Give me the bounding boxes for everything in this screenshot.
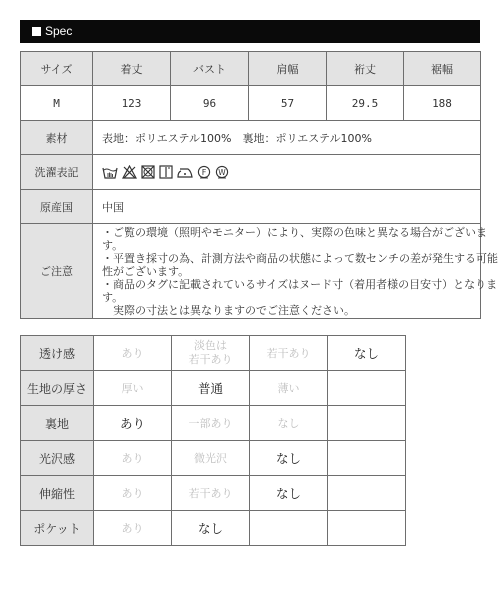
- size-value-cell: 123: [93, 86, 171, 121]
- origin-label: 原産国: [21, 190, 93, 224]
- notes-row: [21, 224, 481, 319]
- fabric-option: 淡色は 若干あり: [172, 336, 250, 371]
- size-header-cell: 裄丈: [327, 52, 404, 86]
- size-value-cell: 57: [249, 86, 327, 121]
- fabric-row-label: 裏地: [21, 406, 94, 441]
- size-header-cell: バスト: [171, 52, 249, 86]
- washing-row: [21, 155, 481, 190]
- fabric-row: [21, 371, 406, 406]
- fabric-option-selected: あり: [94, 406, 172, 441]
- fabric-option: 若干あり: [250, 336, 328, 371]
- fabric-option: あり: [94, 441, 172, 476]
- fabric-row-label: 伸縮性: [21, 476, 94, 511]
- fabric-option: あり: [94, 476, 172, 511]
- material-value: 表地：ポリエステル100% 裏地：ポリエステル100%: [93, 121, 481, 155]
- fabric-row: [21, 406, 406, 441]
- fabric-option: 一部あり: [172, 406, 250, 441]
- size-header-cell: 着丈: [93, 52, 171, 86]
- washing-icons-cell: [93, 155, 481, 190]
- square-icon: [32, 27, 41, 36]
- note-line: ・商品のタグに記載されているサイズはヌード寸（着用者様の目安寸）となりま: [102, 277, 498, 291]
- fabric-row-label: 生地の厚さ: [21, 371, 94, 406]
- spec-table: [20, 51, 498, 319]
- material-label: 素材: [21, 121, 93, 155]
- fabric-option-selected: なし: [172, 511, 250, 546]
- fabric-option: [328, 476, 406, 511]
- no-tumble-dry-icon: [141, 165, 155, 179]
- size-header-cell: 裾幅: [404, 52, 481, 86]
- low-iron-icon: [177, 165, 193, 179]
- note-line: ・平置き採寸の為、計測方法や商品の状態によって数センチの差が発生する可能: [102, 251, 498, 265]
- fabric-option: あり: [94, 511, 172, 546]
- note-line: す。: [102, 290, 124, 304]
- notes-text: [93, 224, 498, 319]
- fabric-option: [328, 371, 406, 406]
- line-dry-icon: [159, 165, 173, 179]
- size-value-cell: 29.5: [327, 86, 404, 121]
- hand-wash-icon: [102, 165, 118, 179]
- note-line: ・ご覧の環境（照明やモニター）により、実際の色味と異なる場合がございま: [102, 225, 487, 239]
- size-value-cell: M: [21, 86, 93, 121]
- material-row: [21, 121, 481, 155]
- fabric-option: あり: [94, 336, 172, 371]
- svg-text:W: W: [218, 168, 226, 177]
- size-value-row: [21, 86, 481, 121]
- origin-value: 中国: [93, 190, 481, 224]
- washing-label: 洗濯表記: [21, 155, 93, 190]
- fabric-option: [250, 511, 328, 546]
- notes-label: ご注意: [21, 224, 93, 319]
- fabric-option-selected: なし: [250, 476, 328, 511]
- fabric-row-label: 光沢感: [21, 441, 94, 476]
- fabric-row-label: ポケット: [21, 511, 94, 546]
- note-line: 実際の寸法とは異なりますのでご注意ください。: [102, 303, 355, 317]
- size-header-row: [21, 52, 481, 86]
- origin-row: [21, 190, 481, 224]
- size-header-cell: サイズ: [21, 52, 93, 86]
- fabric-option: 微光沢: [172, 441, 250, 476]
- fabric-option: 厚い: [94, 371, 172, 406]
- fabric-row: [21, 476, 406, 511]
- size-value-cell: 188: [404, 86, 481, 121]
- fabric-row-label: 透け感: [21, 336, 94, 371]
- spec-header-bar: [20, 20, 480, 43]
- fabric-option: なし: [250, 406, 328, 441]
- fabric-option: [328, 441, 406, 476]
- dry-clean-f-icon: [197, 165, 211, 179]
- fabric-feel-table: [20, 335, 406, 546]
- fabric-row: [21, 336, 406, 371]
- fabric-option-selected: 普通: [172, 371, 250, 406]
- note-line: す。: [102, 238, 124, 252]
- fabric-row: [21, 441, 406, 476]
- size-value-cell: 96: [171, 86, 249, 121]
- fabric-option: [328, 511, 406, 546]
- note-line: 性がございます。: [102, 264, 190, 278]
- wet-clean-icon: [215, 165, 229, 179]
- fabric-option-selected: なし: [250, 441, 328, 476]
- fabric-option: 薄い: [250, 371, 328, 406]
- no-bleach-icon: [122, 165, 137, 179]
- svg-text:F: F: [201, 168, 207, 177]
- fabric-option-selected: なし: [328, 336, 406, 371]
- fabric-option: [328, 406, 406, 441]
- fabric-row: [21, 511, 406, 546]
- size-header-cell: 肩幅: [249, 52, 327, 86]
- fabric-option: 若干あり: [172, 476, 250, 511]
- spec-title: Spec: [45, 24, 73, 38]
